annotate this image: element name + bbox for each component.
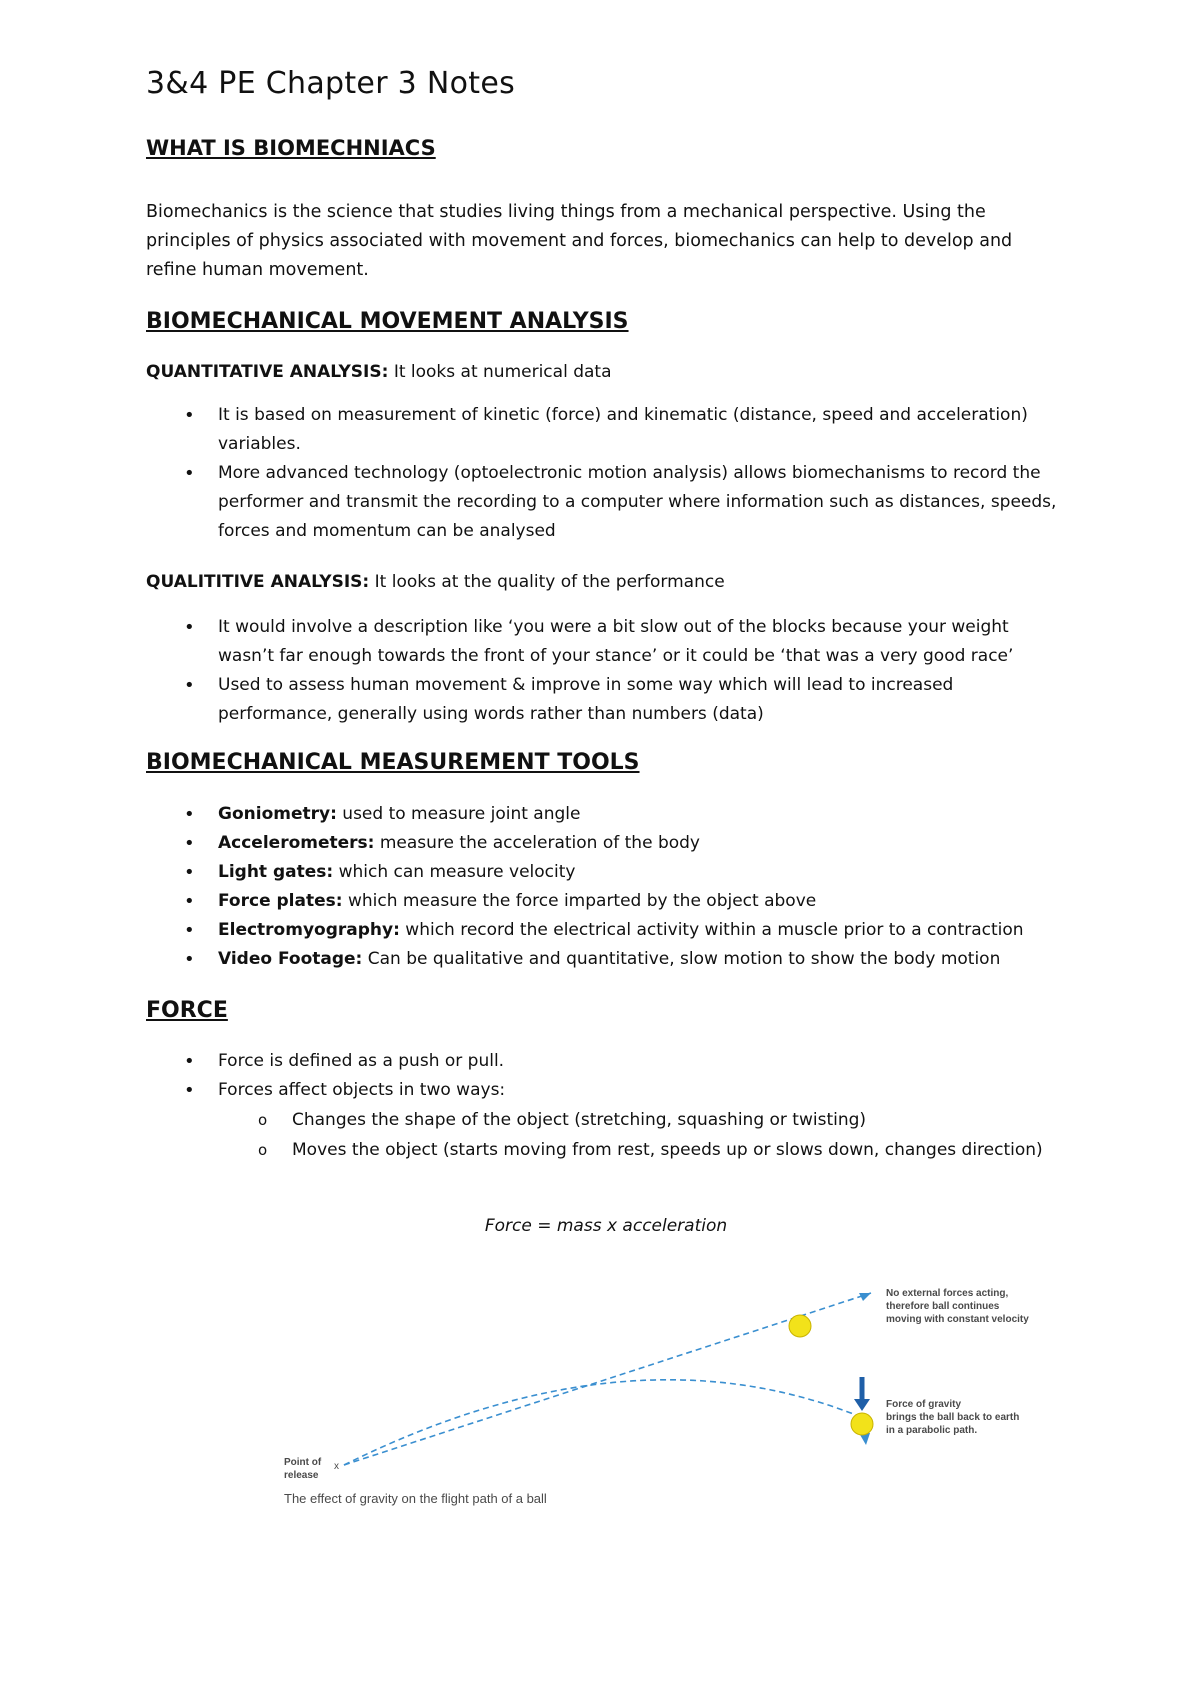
list-item: • Forces affect objects in two ways: (146, 1076, 1066, 1105)
force-list (146, 1047, 1066, 1165)
figure-caption: The effect of gravity on the flight path of a ball (284, 1491, 547, 1506)
list-item: • More advanced technology (optoelectronic motion analysis) allows biomechanisms to record the performer and transmit the recording to a computer where information such as distances, speeds, forces and momentum can be analysed (146, 459, 1066, 546)
no-force-label: No external forces acting, therefore ball continues moving with constant velocity (886, 1288, 1029, 1325)
force-sub-bullets (146, 1105, 1066, 1165)
tool-term: Force plates: (218, 891, 343, 911)
ball-icon (851, 1413, 873, 1435)
force-formula: Force = mass x acceleration (484, 1216, 728, 1236)
list-item: • It would involve a description like ‘you were a bit slow out of the blocks because your weight wasn’t far enough towards the front of your stance’ or it could be ‘that was a very good race’ (146, 613, 1066, 671)
qualitative-analysis (146, 568, 1066, 729)
list-item (146, 800, 1066, 829)
tool-term: Electromyography: (218, 920, 400, 940)
tool-desc: which can measure velocity (333, 862, 576, 882)
gravity-arrowhead (854, 1399, 870, 1411)
list-item (146, 887, 1066, 916)
section-heading: BIOMECHANICAL MEASUREMENT TOOLS (146, 750, 640, 775)
gravity-flight-path-figure (284, 1265, 1029, 1525)
section-measurement-tools (146, 750, 1066, 775)
tool-desc: used to measure joint angle (336, 804, 581, 824)
quantitative-analysis (146, 358, 1066, 546)
list-item: o Changes the shape of the object (stretching, squashing or twisting) (146, 1105, 1066, 1135)
gravity-label: Force of gravity brings the ball back to earth in a parabolic path. (886, 1399, 1020, 1436)
release-label: Point of release (284, 1457, 322, 1481)
definition-paragraph: Biomechanics is the science that studies living things from a mechanical perspective. Using the principles of physics associated with movement and forces, biomechanics can help to develop and refine human movement. (146, 202, 1013, 280)
list-item: • Force is defined as a push or pull. (146, 1047, 1066, 1076)
parabolic-path (344, 1380, 864, 1465)
biomechanics-definition (146, 198, 1066, 285)
list-item (146, 858, 1066, 887)
list-item: • It is based on measurement of kinetic (force) and kinematic (distance, speed and acceleration) variables. (146, 401, 1066, 459)
quantitative-label: QUANTITATIVE ANALYSIS: (146, 362, 389, 382)
tool-desc: which measure the force imparted by the object above (342, 891, 817, 911)
section-force (146, 998, 1066, 1023)
qualitative-bullets (146, 613, 1066, 729)
tool-desc: measure the acceleration of the body (374, 833, 700, 853)
section-movement-analysis (146, 309, 1066, 334)
list-item: o Moves the object (starts moving from rest, speeds up or slows down, changes direction) (146, 1135, 1066, 1165)
section-heading: FORCE (146, 998, 228, 1023)
quantitative-label-line (146, 358, 1066, 386)
measurement-tools-list (146, 800, 1066, 974)
flight-path-diagram (284, 1265, 1029, 1525)
list-item (146, 916, 1066, 945)
document-title: 3&4 PE Chapter 3 Notes (146, 66, 516, 101)
list-item (146, 829, 1066, 858)
qualitative-text: It looks at the quality of the performance (369, 572, 725, 592)
tool-term: Light gates: (218, 862, 334, 882)
force-bullets (146, 1047, 1066, 1105)
tool-desc: which record the electrical activity within a muscle prior to a contraction (399, 920, 1024, 940)
tools-bullets (146, 800, 1066, 974)
section-heading: WHAT IS BIOMECHNIACS (146, 136, 436, 160)
ball-icon (789, 1315, 811, 1337)
tool-desc: Can be qualitative and quantitative, slow motion to show the body motion (362, 949, 1001, 969)
quantitative-bullets (146, 401, 1066, 546)
release-marker: x (334, 1461, 339, 1472)
qualitative-label: QUALITITIVE ANALYSIS: (146, 572, 370, 592)
section-heading: BIOMECHANICAL MOVEMENT ANALYSIS (146, 309, 629, 334)
qualitative-label-line (146, 568, 1066, 596)
tool-term: Accelerometers: (218, 833, 375, 853)
list-item (146, 945, 1066, 974)
tool-term: Video Footage: (218, 949, 363, 969)
section-what-is-biomechanics (146, 136, 1066, 160)
tool-term: Goniometry: (218, 804, 337, 824)
quantitative-text: It looks at numerical data (388, 362, 612, 382)
list-item: • Used to assess human movement & improve in some way which will lead to increased performance, generally using words rather than numbers (data) (146, 671, 1066, 729)
